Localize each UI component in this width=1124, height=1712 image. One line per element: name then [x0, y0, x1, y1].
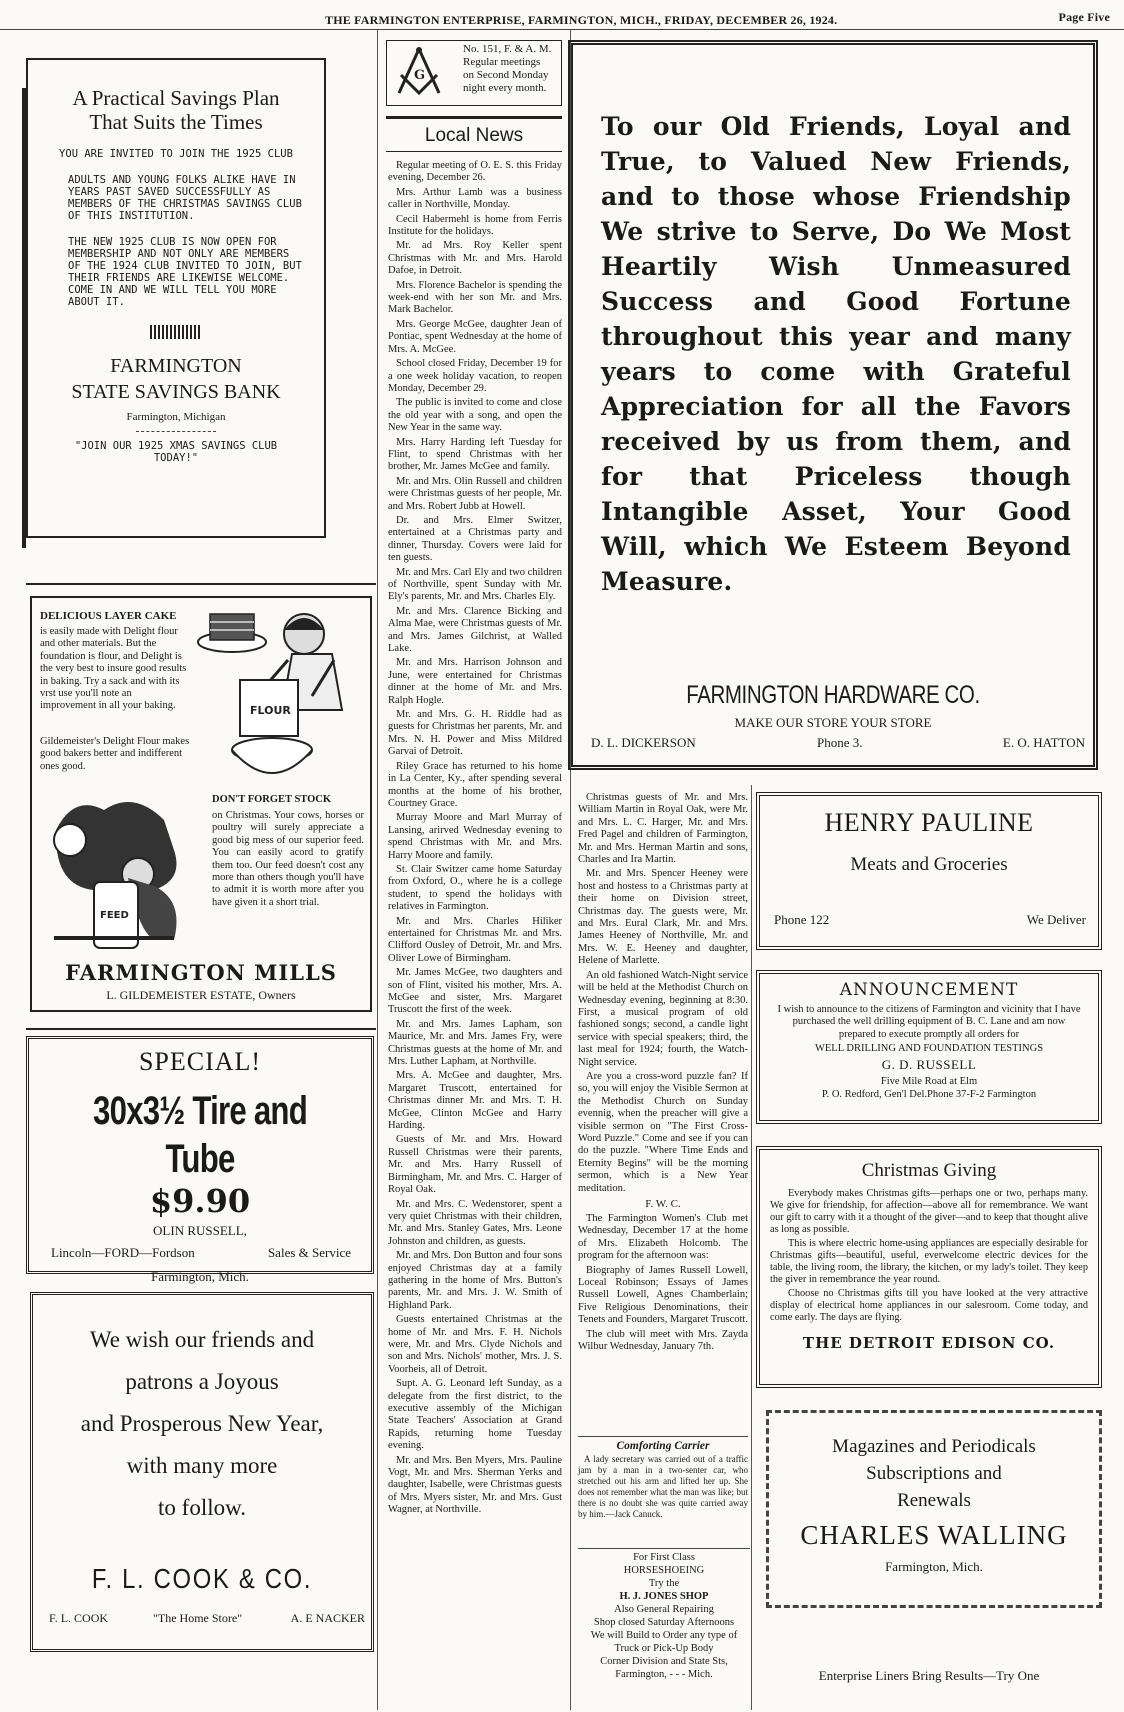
tire-dealer: OLIN RUSSELL, — [153, 1223, 247, 1238]
shoe-line-5: Also General Repairing — [614, 1604, 714, 1615]
flour-label: FLOUR — [250, 704, 291, 717]
edison-ad — [756, 1146, 1102, 1388]
cook-mid: "The Home Store" — [153, 1611, 243, 1625]
hardware-name: FARMINGTON HARDWARE CO. — [686, 681, 980, 709]
divider — [26, 583, 376, 585]
news-item: St. Clair Switzer came home Saturday from Oxford, O., where he is a college student, to spend the holidays with relatives in Farmington. — [388, 863, 562, 913]
shoe-line-2: HORSESHOEING — [623, 1565, 705, 1576]
stock-body: on Christmas. Your cows, horses or poultry will surely appreciate a good big mess of our superior feed. You can easily acord to gratify them too. Our feed doesn't cost any more than others though you'll have to admit it is worth more after you have given it a short trial. — [212, 810, 364, 908]
tire-right: Sales & Service — [267, 1245, 351, 1260]
cook-left: F. L. COOK — [49, 1611, 109, 1625]
news-item: Mrs. A. McGee and daughter, Mrs. Margaret Truscott, entertained for Christmas dinner Mr. and Mrs. T. H. McGee, Clinton McGee and Harry Harding. — [388, 1070, 562, 1132]
news-item: Riley Grace has returned to his home in La Center, Ky., after spending several months at the home of his brother, Courtney Grace. — [388, 760, 562, 809]
mason-line-3: on Second Monday — [463, 69, 549, 81]
walling-line-1: Magazines and Periodicals — [832, 1436, 1036, 1457]
feed-illustration — [34, 790, 204, 960]
shoe-line-7: We will Build to Order any type of Truck or Pick-Up Body — [590, 1630, 738, 1654]
news-item: Supt. A. G. Leonard left Sunday, as a delegate from the first district, to the executive assembly of the Michigan State Teachers' Association at Grand Rapids, returning home Tuesday evening. — [388, 1378, 562, 1452]
masonic-notice — [386, 40, 562, 106]
cake-body: is easily made with Delight flour and other materials. But the foundation is flour, and Delight is the very best to insure good results in baking. Try a sack and with its vrst use you'll note an improvement in all your baking. — [40, 626, 187, 712]
news-item: Are you a cross-word puzzle fan? If so, you will enjoy the Visible Sermon at the Methodist Church on Sunday evennig, when the preacher will give a visible sermon on "The First Cross-Word Puzzle." Come and see if you can do the puzzle. "Where Time Ends and Eternity Begins" will be the morning sermon, which is a New Year meditation. — [578, 1070, 748, 1194]
hardware-left: D. L. DICKERSON — [591, 735, 696, 750]
news-item: Mr. and Mrs. Ben Myers, Mrs. Pauline Vogt, Mr. and Mrs. Sherman Yerks and daughter, Isabelle, were Christmas guests of Mrs. Myers sister, Mr. and Mrs. Gust Wagner, at Northville. — [388, 1454, 562, 1516]
cake-title: DELICIOUS LAYER CAKE — [40, 610, 177, 622]
local-news-heading — [386, 116, 562, 152]
news-item: An old fashioned Watch-Night service will be held at the Methodist Church on Wednesday evening, beginning at 8:30. First, a musical program of old fashioned songs; second, a candle light service with special speakers; third, the last meal for 1924; fourth, the Watch-Night service. — [578, 969, 748, 1068]
news-item: Mr. and Mrs. Carl Ely and two children of Northville, spent Sunday with Mr. Ely's parents, Mr. and Mrs. Charles Ely. — [388, 566, 562, 603]
carrier-title: Comforting Carrier — [578, 1436, 748, 1452]
farmington-mills-ad — [30, 596, 372, 1012]
divider — [136, 431, 216, 432]
baker-illustration — [192, 600, 372, 790]
comforting-carrier — [578, 1436, 748, 1544]
enterprise-liners: Enterprise Liners Bring Results—Try One — [818, 1668, 1040, 1683]
tire-ad — [26, 1036, 374, 1284]
edison-name: THE DETROIT EDISON CO. — [802, 1334, 1056, 1352]
shoe-line-9: Farmington, - - - Mich. — [615, 1669, 713, 1680]
news-item: School closed Friday, December 19 for a one week holiday vacation, to reopen Monday, December 29. — [388, 358, 562, 394]
wish-line-1: We wish our friends and — [89, 1327, 315, 1352]
ad-title-1: A Practical Savings Plan — [72, 86, 280, 110]
announce-title: ANNOUNCEMENT — [839, 980, 1019, 1000]
cook-name: F. L. COOK & CO. — [91, 1563, 313, 1594]
wish-line-4: with many more — [126, 1453, 278, 1478]
ad-body-1: ADULTS AND YOUNG FOLKS ALIKE HAVE IN YEARS PAST SAVED SUCCESSFULLY AS MEMBERS OF THE CHRISTMAS SAVINGS CLUB OF THIS INSTITUTION. — [68, 174, 302, 222]
pauline-ad — [756, 792, 1102, 950]
horseshoeing-ad — [578, 1548, 750, 1681]
column-rule — [751, 785, 752, 1710]
shoe-line-4: H. J. JONES SHOP — [619, 1591, 709, 1602]
news-item: Mrs. Florence Bachelor is spending the week-end with her son Mr. and Mrs. Mark Bachelor. — [388, 279, 562, 316]
pauline-deliver: We Deliver — [1026, 912, 1086, 927]
local-news-body — [388, 160, 562, 1708]
page-number: Page Five — [1058, 10, 1110, 24]
fwc-item: The Farmington Women's Club met Wednesday, December 17 at the home of Mrs. Elizabeth Holcomb. The program for the afternoon was: — [578, 1213, 748, 1262]
ad-shadow — [22, 88, 26, 548]
walling-city: Farmington, Mich. — [885, 1559, 983, 1574]
tire-price: $9.90 — [149, 1182, 251, 1220]
feed-label: FEED — [100, 910, 129, 921]
announce-phone: P. O. Redford, Gen'l Del.Phone 37-F-2 Farmington — [821, 1089, 1037, 1101]
masthead: THE FARMINGTON ENTERPRISE, FARMINGTON, MICH., FRIDAY, DECEMBER 26, 1924. — [325, 13, 838, 27]
announce-service: WELL DRILLING AND FOUNDATION TESTINGS — [814, 1043, 1044, 1055]
local-news-title: Local News — [424, 125, 524, 146]
news-item: Mr. and Mrs. Harrison Johnson and June, were entertained for Christmas dinner at the home of Mr. and Mrs. Ralph Hogle. — [388, 657, 562, 706]
column-rule — [377, 30, 378, 1710]
mason-line-4: night every month. — [463, 82, 547, 94]
news-item: Cecil Habermehl is home from Ferris Institute for the holidays. — [388, 213, 562, 238]
page-header — [0, 0, 1124, 30]
hardware-message: To our Old Friends, Loyal and True, to Valued New Friends, and to those whose Friendship We strive to Serve, Do We Most Heartily Wish Unmeasured Success and Good Fortune throughout this year and many years to come with Grateful Appreciation for all the Favors received by us from them, and for that Priceless though Intangible Asset, Your Good Will, which We Esteem Beyond Measure. — [601, 112, 1071, 596]
fwc-item: Biography of James Russell Lowell, Loceal Robinson; Essays of James Russell Lowell, Agnes Chamberlain; Five Religious Denominations, their Tenets and Founders, Margaret Truscott. — [578, 1264, 748, 1326]
carrier-body: A lady secretary was carried out of a traffic jam by a man in a two-senter car, who stretched out his arm and lifted her up. She does not remember what the man was like; but there is no doubt she was quite carried away by him.—Jack Canuck. — [578, 1454, 748, 1519]
news-item: Murray Moore and Marl Murray of Lansing, arirved Wednesday evening to spend Christmas with Mr. and Mrs. Harry Moore and family. — [388, 812, 562, 861]
edison-body-3: Choose no Christmas gifts till you have looked at the very attractive display of electrical home appliances in our salesroom. Come today, and come early. The days are flying. — [770, 1288, 1088, 1323]
cook-wish — [33, 1319, 371, 1529]
hardware-phone: Phone 3. — [817, 735, 863, 750]
news-item: Mr. and Mrs. G. H. Riddle had as guests for Christmas her parents, Mr. and Mrs. N. H. Power and Miss Mildred Garvai of Detroit. — [388, 709, 562, 758]
announce-addr: Five Mile Road at Elm — [880, 1076, 978, 1088]
fwc-item: The club will meet with Mrs. Zayda Wilbur Wednesday, January 7th. — [578, 1328, 748, 1353]
news-item: Dr. and Mrs. Elmer Switzer, entertained at a Christmas party and dinner, Thursday. Covers were laid for ten guests. — [388, 514, 562, 564]
news-item: Regular meeting of O. E. S. this Friday evening, December 26. — [388, 160, 562, 184]
pauline-phone: Phone 122 — [774, 912, 830, 927]
stock-title: DON'T FORGET STOCK — [212, 794, 332, 805]
walling-name: CHARLES WALLING — [800, 1520, 1068, 1550]
announce-body: I wish to announce to the citizens of Farmington and vicinity that I have purchased the well drilling equipment of B. C. Lane and am now prepared to execute promptly all orders for — [777, 1004, 1081, 1040]
tire-special: SPECIAL! — [138, 1047, 262, 1076]
news-item: Mr. ad Mrs. Roy Keller spent Christmas with Mr. and Mrs. Harold Dafoe, in Detroit. — [388, 240, 562, 277]
shoe-line-3: Try the — [648, 1578, 680, 1589]
walling-line-3: Renewals — [897, 1490, 971, 1511]
announce-name: G. D. RUSSELL — [881, 1057, 977, 1073]
wish-line-2: patrons a Joyous — [125, 1369, 279, 1394]
news-item: Mrs. George McGee, daughter Jean of Pontiac, spent Wednesday at the home of Mrs. A. McGee. — [388, 318, 562, 355]
col3-news — [578, 792, 748, 1353]
news-item: Mr. and Mrs. Spencer Heeney were host and hostess to a Christmas party at their home on Division street, Christmas day. The guests were, Mr. and Mrs. Eural Clark, Mr. and Mrs. James Heeney of Northville, Mr. and Mrs. W. E. Heeney and daughter, Helene of Marlette. — [578, 868, 748, 967]
mills-owners: L. GILDEMEISTER ESTATE, Owners — [106, 988, 296, 1002]
news-item: Mr. and Mrs. Clarence Bicking and Alma Mae, were Christmas guests of Mr. and Mrs. James Gilchrist, at Walled Lake. — [388, 605, 562, 655]
cook-ad — [30, 1292, 374, 1652]
hardware-right: E. O. HATTON — [1002, 735, 1085, 750]
tire-left: Lincoln—FORD—Fordson — [51, 1245, 195, 1260]
mason-line-1: No. 151, F. & A. M. — [463, 43, 552, 55]
walling-ad — [766, 1410, 1102, 1608]
hardware-ad — [568, 40, 1098, 770]
ad-title-2: That Suits the Times — [89, 110, 263, 134]
news-item: Guests of Mr. and Mrs. Howard Russell Christmas were their parents, Mr. and Mrs. Harry Russell of Birmingham, Mr. and Mrs. C. Harger of Royal Oak. — [388, 1134, 562, 1196]
news-item: Mr. and Mrs. Olin Russell and children were Christmas guests of her people, Mr. and Mrs. Robert Jubb at Howell. — [388, 475, 562, 512]
wish-line-3: and Prosperous New Year, — [80, 1411, 324, 1436]
mills-name: FARMINGTON MILLS — [65, 960, 337, 985]
edison-body-1: Everybody makes Christmas gifts—perhaps one or two, perhaps many. We give for friendship, for affection—above all for remembrance. We want our gift to carry with it a thought of the giver—and to keep that thought alive as long as possible. — [770, 1188, 1088, 1235]
fwc-title: F. W. C. — [645, 1198, 681, 1210]
edison-body-2: This is where electric home-using appliances are especially desirable for Christmas gifts—beautiful, useful, everwelcome electric devices for the table, the living room, the library, the kitchen, or my lady's toilet. They keep the giver in remembrance the year round. — [770, 1238, 1088, 1285]
square-compass-icon — [391, 45, 447, 101]
hardware-slogan: MAKE OUR STORE YOUR STORE — [734, 715, 932, 730]
shoe-line-1: For First Class — [633, 1552, 695, 1563]
savings-bank-ad — [26, 58, 326, 538]
news-item: Mr. and Mrs. Don Button and four sons enjoyed Christmas day at a family gathering in the home of Mrs. Button's parents, Mr. and Mrs. J. W. Smith of Highland Park. — [388, 1250, 562, 1311]
shoe-line-8: Corner Division and State Sts, — [600, 1656, 728, 1667]
news-item: The public is invited to come and close the old year with a song, and open the New Year in the same way. — [388, 397, 562, 434]
ad-body-2: THE NEW 1925 CLUB IS NOW OPEN FOR MEMBERSHIP AND NOT ONLY ARE MEMBERS OF THE 1924 CLUB INVITED TO JOIN, BUT THEIR FRIENDS ARE LIKEWISE WELCOME. COME IN AND WE WILL TELL YOU MORE ABOUT IT. — [68, 236, 302, 308]
news-item: Mrs. Arthur Lamb was a business caller in Northville, Monday. — [388, 186, 562, 211]
cake-body-2: Gildemeister's Delight Flour makes good bakers better and indifferent ones good. — [40, 736, 190, 772]
news-item: Christmas guests of Mr. and Mrs. William Martin in Royal Oak, were Mr. and Mrs. L. C. Harger, Mr. and Mrs. Fred Pagel and children of Farmington, Mr. and Mrs. Herman Martin and sons, Charles and Ira Martin. — [578, 792, 748, 866]
pauline-name: HENRY PAULINE — [824, 808, 1034, 837]
wish-line-5: to follow. — [158, 1495, 246, 1520]
walling-line-2: Subscriptions and — [866, 1463, 1002, 1484]
news-item: Mr. and Mrs. James Lapham, son Maurice, Mr. and Mrs. James Fry, were Christmas guests at the home of Mr. and Mrs. Luther Lapham, at Northville. — [388, 1018, 562, 1068]
bank-location: Farmington, Michigan — [126, 411, 226, 423]
cook-right: A. E NACKER — [290, 1611, 365, 1625]
barcode-ornament — [28, 324, 324, 343]
tire-headline: 30x3½ Tire and Tube — [93, 1089, 307, 1181]
news-item: Mr. James McGee, two daughters and son of Flint, visited his mother, Mrs. A. McGee and sister, Mrs. Margaret Truscott the first of the week. — [388, 967, 562, 1016]
tire-city: Farmington, Mich. — [151, 1269, 249, 1284]
edison-title: Christmas Giving — [861, 1160, 997, 1181]
news-item: Mr. and Mrs. Charles Hiliker entertained for Christmas Mr. and Mrs. Clifford Ousley of Detroit, Mr. and Mrs. Oliver Lowe of Birmingham. — [388, 915, 562, 964]
ad-invite: YOU ARE INVITED TO JOIN THE 1925 CLUB — [59, 148, 293, 160]
news-item: Mrs. Harry Harding left Tuesday for Flint, to spend Christmas with her brother, Mr. James McGee and family. — [388, 436, 562, 473]
divider — [26, 1028, 376, 1030]
svg-text:G: G — [414, 68, 426, 83]
bank-slogan: "JOIN OUR 1925 XMAS SAVINGS CLUB TODAY!" — [74, 440, 278, 464]
bank-name-2: STATE SAVINGS BANK — [71, 381, 281, 403]
news-item: Mr. and Mrs. C. Wedenstorer, spent a very quiet Christmas with their children, Mr. and Mrs. Stanley Gates, Mrs. Leone Johnston and children, as guests. — [388, 1198, 562, 1247]
news-item: Guests entertained Christmas at the home of Mr. and Mrs. F. H. Nichols were, Mr. and Mrs. Clyde Nichols and son and Mrs. Nichols' mother, Mrs. J. S. Voorheis, all of Detroit. — [388, 1314, 562, 1375]
pauline-sub: Meats and Groceries — [850, 854, 1008, 875]
mason-line-2: Regular meetings — [463, 56, 541, 68]
bank-name-1: FARMINGTON — [110, 355, 242, 377]
announcement-ad — [756, 970, 1102, 1124]
shoe-line-6: Shop closed Saturday Afternoons — [593, 1617, 735, 1628]
